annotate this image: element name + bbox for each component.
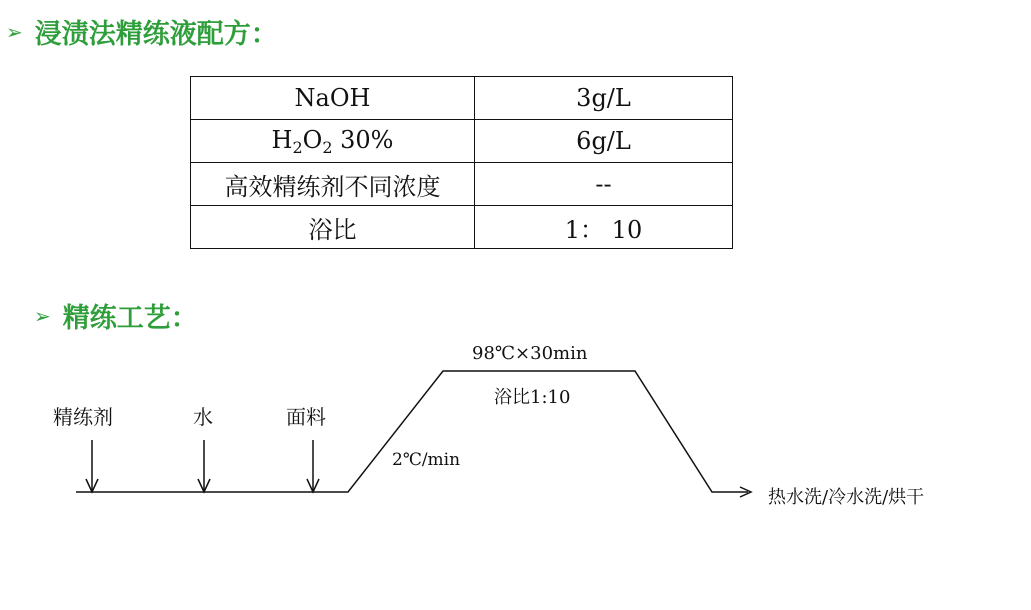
formula-part: 30% [332, 125, 394, 154]
amount-cell: 3g/L [475, 77, 733, 120]
process-heading-text: 精练工艺： [62, 303, 198, 334]
water-label: 水 [193, 405, 213, 429]
component-cell: 高效精练剂不同浓度 [191, 163, 475, 206]
component-cell: 浴比 [191, 206, 475, 249]
amount-cell: 1： 10 [475, 206, 733, 249]
after-treatment-label: 热水洗/冷水洗/烘干 [768, 487, 925, 508]
amount-cell: 6g/L [475, 120, 733, 163]
liquor-ratio-label: 浴比1:10 [494, 387, 571, 408]
amount-cell: -- [475, 163, 733, 206]
formula-part: H [271, 125, 293, 154]
additive-label: 精练剂 [53, 405, 113, 429]
formula-heading-text: 浸渍法精练液配方： [34, 19, 278, 50]
fabric-label: 面料 [286, 405, 326, 429]
formula-part: O [302, 125, 323, 154]
hold-label: 98℃×30min [472, 343, 588, 364]
arrow-bullet-icon: ➢ [6, 19, 23, 44]
component-cell: NaOH [191, 77, 475, 120]
heating-rate-label: 2℃/min [392, 450, 461, 470]
temperature-profile-line [76, 371, 748, 492]
subscript: 2 [292, 137, 303, 157]
arrow-bullet-icon: ➢ [34, 303, 51, 328]
subscript: 2 [322, 137, 333, 157]
